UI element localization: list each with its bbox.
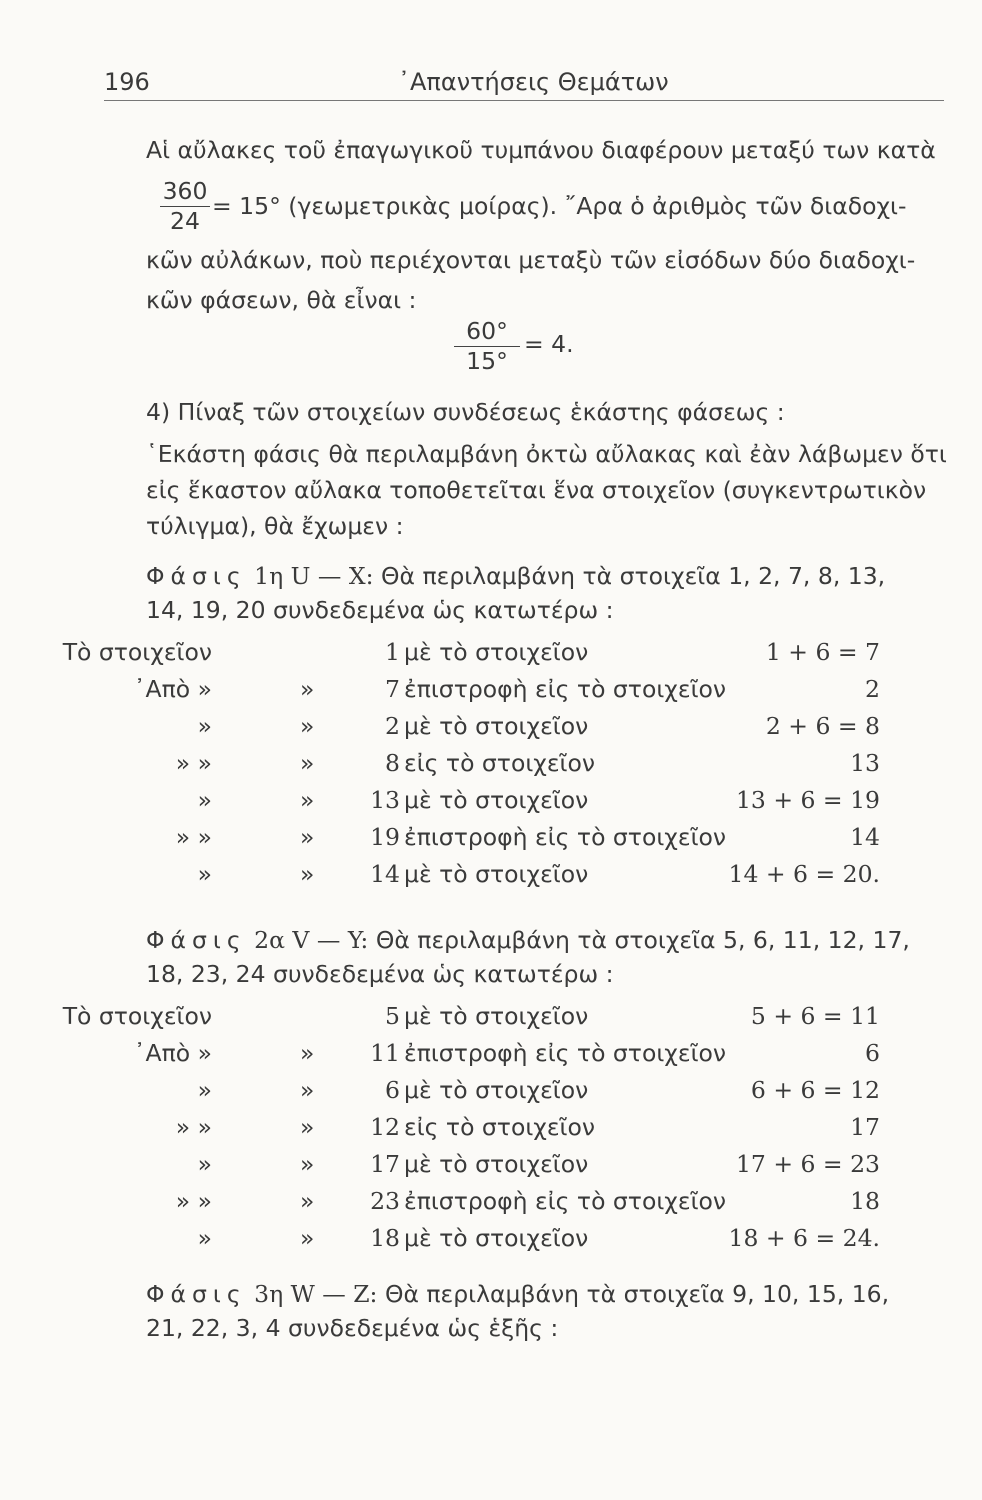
phase-label: Φάσις bbox=[146, 562, 247, 590]
row-text: μὲ τὸ στοιχεῖον bbox=[404, 860, 589, 888]
phase-desc: Θὰ περιλαμβάνη τὰ στοιχεῖα 5, 6, 11, 12, 17, bbox=[375, 926, 910, 954]
phase1-line2: 14, 19, 20 συνδεδεμένα ὡς κατωτέρω : bbox=[146, 596, 614, 624]
row-text: ἐπιστροφὴ εἰς τὸ στοιχεῖον bbox=[404, 823, 727, 851]
row-result: 1 + 6 = 7 bbox=[765, 638, 880, 666]
fraction-denominator: 15° bbox=[466, 347, 508, 375]
para1-line4: κῶν φάσεων, θὰ εἶναι : bbox=[146, 286, 417, 314]
row-element-number: 14 bbox=[370, 860, 400, 888]
row-text: ἐπιστροφὴ εἰς τὸ στοιχεῖον bbox=[404, 1187, 727, 1215]
row-quote: » bbox=[300, 712, 315, 740]
row-element-number: 7 bbox=[385, 675, 400, 703]
phase3-line2: 21, 22, 3, 4 συνδεδεμένα ὡς ἑξῆς : bbox=[146, 1314, 559, 1342]
para2-line2: εἰς ἕκαστον αὔλακα τοποθετεῖται ἕνα στοιχεῖον (συγκεντρωτικὸν bbox=[146, 476, 927, 504]
row-element-number: 1 bbox=[385, 638, 400, 666]
row-text: μὲ τὸ στοιχεῖον bbox=[404, 712, 589, 740]
row-text: μὲ τὸ στοιχεῖον bbox=[404, 1002, 589, 1030]
fraction-60-15 bbox=[454, 316, 520, 375]
phase-id: 1η U — X: bbox=[254, 562, 374, 590]
row-text: μὲ τὸ στοιχεῖον bbox=[404, 1224, 589, 1252]
running-title: ᾽Απαντήσεις Θεμάτων bbox=[398, 68, 669, 96]
row-lead: » bbox=[197, 860, 212, 888]
row-lead: ᾽Απὸ » bbox=[133, 675, 212, 703]
row-element-number: 18 bbox=[370, 1224, 400, 1252]
row-lead: ᾽Απὸ » bbox=[133, 1039, 212, 1067]
fraction-denominator: 24 bbox=[170, 207, 200, 235]
row-element-number: 8 bbox=[385, 749, 400, 777]
row-lead: » » bbox=[175, 1187, 212, 1215]
phase-desc: Θὰ περιλαμβάνη τὰ στοιχεῖα 9, 10, 15, 16, bbox=[384, 1280, 890, 1308]
row-text: μὲ τὸ στοιχεῖον bbox=[404, 638, 589, 666]
row-quote: » bbox=[300, 1113, 315, 1141]
row-result: 6 + 6 = 12 bbox=[750, 1076, 880, 1104]
row-lead: » bbox=[197, 1150, 212, 1178]
row-result: 17 bbox=[850, 1113, 880, 1141]
phase2-line1 bbox=[146, 926, 910, 954]
row-element-number: 12 bbox=[370, 1113, 400, 1141]
formula-result: = 4. bbox=[524, 330, 574, 358]
phase1-line1 bbox=[146, 562, 885, 590]
row-text: ἐπιστροφὴ εἰς τὸ στοιχεῖον bbox=[404, 1039, 727, 1067]
row-quote: » bbox=[300, 1150, 315, 1178]
section-heading: 4) Πίναξ τῶν στοιχείων συνδέσεως ἑκάστης φάσεως : bbox=[146, 398, 785, 426]
row-element-number: 13 bbox=[370, 786, 400, 814]
row-element-number: 5 bbox=[385, 1002, 400, 1030]
row-quote: » bbox=[300, 749, 315, 777]
phase3-line1 bbox=[146, 1280, 889, 1308]
row-quote: » bbox=[300, 1224, 315, 1252]
para2-line1: ῾Εκάστη φάσις θὰ περιλαμβάνη ὀκτὼ αὔλακας καὶ ἐὰν λάβωμεν ὅτι bbox=[146, 440, 947, 468]
fraction-360-24 bbox=[160, 176, 210, 235]
row-result: 13 bbox=[850, 749, 880, 777]
row-element-number: 2 bbox=[385, 712, 400, 740]
row-quote: » bbox=[300, 1187, 315, 1215]
row-result: 18 bbox=[850, 1187, 880, 1215]
row-text: μὲ τὸ στοιχεῖον bbox=[404, 1150, 589, 1178]
row-element-number: 11 bbox=[370, 1039, 400, 1067]
row-lead: » » bbox=[175, 749, 212, 777]
row-quote: » bbox=[300, 786, 315, 814]
row-quote: » bbox=[300, 1039, 315, 1067]
row-result: 14 bbox=[850, 823, 880, 851]
page-number: 196 bbox=[104, 68, 150, 96]
row-text: εἰς τὸ στοιχεῖον bbox=[404, 1113, 596, 1141]
row-text: μὲ τὸ στοιχεῖον bbox=[404, 1076, 589, 1104]
row-element-number: 6 bbox=[385, 1076, 400, 1104]
row-result: 6 bbox=[865, 1039, 880, 1067]
row-result: 5 + 6 = 11 bbox=[750, 1002, 880, 1030]
row-quote: » bbox=[300, 860, 315, 888]
row-lead: » bbox=[197, 1076, 212, 1104]
row-element-number: 23 bbox=[370, 1187, 400, 1215]
row-result: 14 + 6 = 20. bbox=[728, 860, 880, 888]
row-element-number: 17 bbox=[370, 1150, 400, 1178]
phase-id: 3η W — Z: bbox=[254, 1280, 378, 1308]
row-result: 17 + 6 = 23 bbox=[735, 1150, 880, 1178]
row-element-number: 19 bbox=[370, 823, 400, 851]
para1-line3: κῶν αὐλάκων, ποὺ περιέχονται μεταξὺ τῶν εἰσόδων δύο διαδοχι- bbox=[146, 246, 916, 274]
para2-line3: τύλιγμα), θὰ ἔχωμεν : bbox=[146, 512, 404, 540]
row-text: εἰς τὸ στοιχεῖον bbox=[404, 749, 596, 777]
row-result: 13 + 6 = 19 bbox=[735, 786, 880, 814]
phase-label: Φάσις bbox=[146, 926, 247, 954]
fraction-numerator: 60° bbox=[454, 316, 520, 347]
row-lead: Τὸ στοιχεῖον bbox=[62, 638, 212, 666]
fraction-numerator: 360 bbox=[160, 176, 210, 207]
row-lead: » bbox=[197, 712, 212, 740]
para1-line1: Αἱ αὔλακες τοῦ ἐπαγωγικοῦ τυμπάνου διαφέρουν μεταξύ των κατὰ bbox=[146, 136, 936, 164]
header-rule bbox=[104, 100, 944, 101]
row-lead: » bbox=[197, 786, 212, 814]
phase-id: 2α V — Y: bbox=[254, 926, 369, 954]
phase2-line2: 18, 23, 24 συνδεδεμένα ὡς κατωτέρω : bbox=[146, 960, 614, 988]
row-quote: » bbox=[300, 823, 315, 851]
row-quote: » bbox=[300, 675, 315, 703]
row-lead: » bbox=[197, 1224, 212, 1252]
row-result: 2 bbox=[865, 675, 880, 703]
phase-desc: Θὰ περιλαμβάνη τὰ στοιχεῖα 1, 2, 7, 8, 13, bbox=[381, 562, 886, 590]
row-quote: » bbox=[300, 1076, 315, 1104]
row-lead: » » bbox=[175, 1113, 212, 1141]
row-lead: » » bbox=[175, 823, 212, 851]
phase-label: Φάσις bbox=[146, 1280, 247, 1308]
row-text: μὲ τὸ στοιχεῖον bbox=[404, 786, 589, 814]
row-result: 18 + 6 = 24. bbox=[728, 1224, 880, 1252]
row-text: ἐπιστροφὴ εἰς τὸ στοιχεῖον bbox=[404, 675, 727, 703]
row-result: 2 + 6 = 8 bbox=[765, 712, 880, 740]
para1-line2: = 15° (γεωμετρικὰς μοίρας). ῎Αρα ὁ ἀριθμὸς τῶν διαδοχι- bbox=[212, 192, 907, 220]
row-lead: Τὸ στοιχεῖον bbox=[62, 1002, 212, 1030]
